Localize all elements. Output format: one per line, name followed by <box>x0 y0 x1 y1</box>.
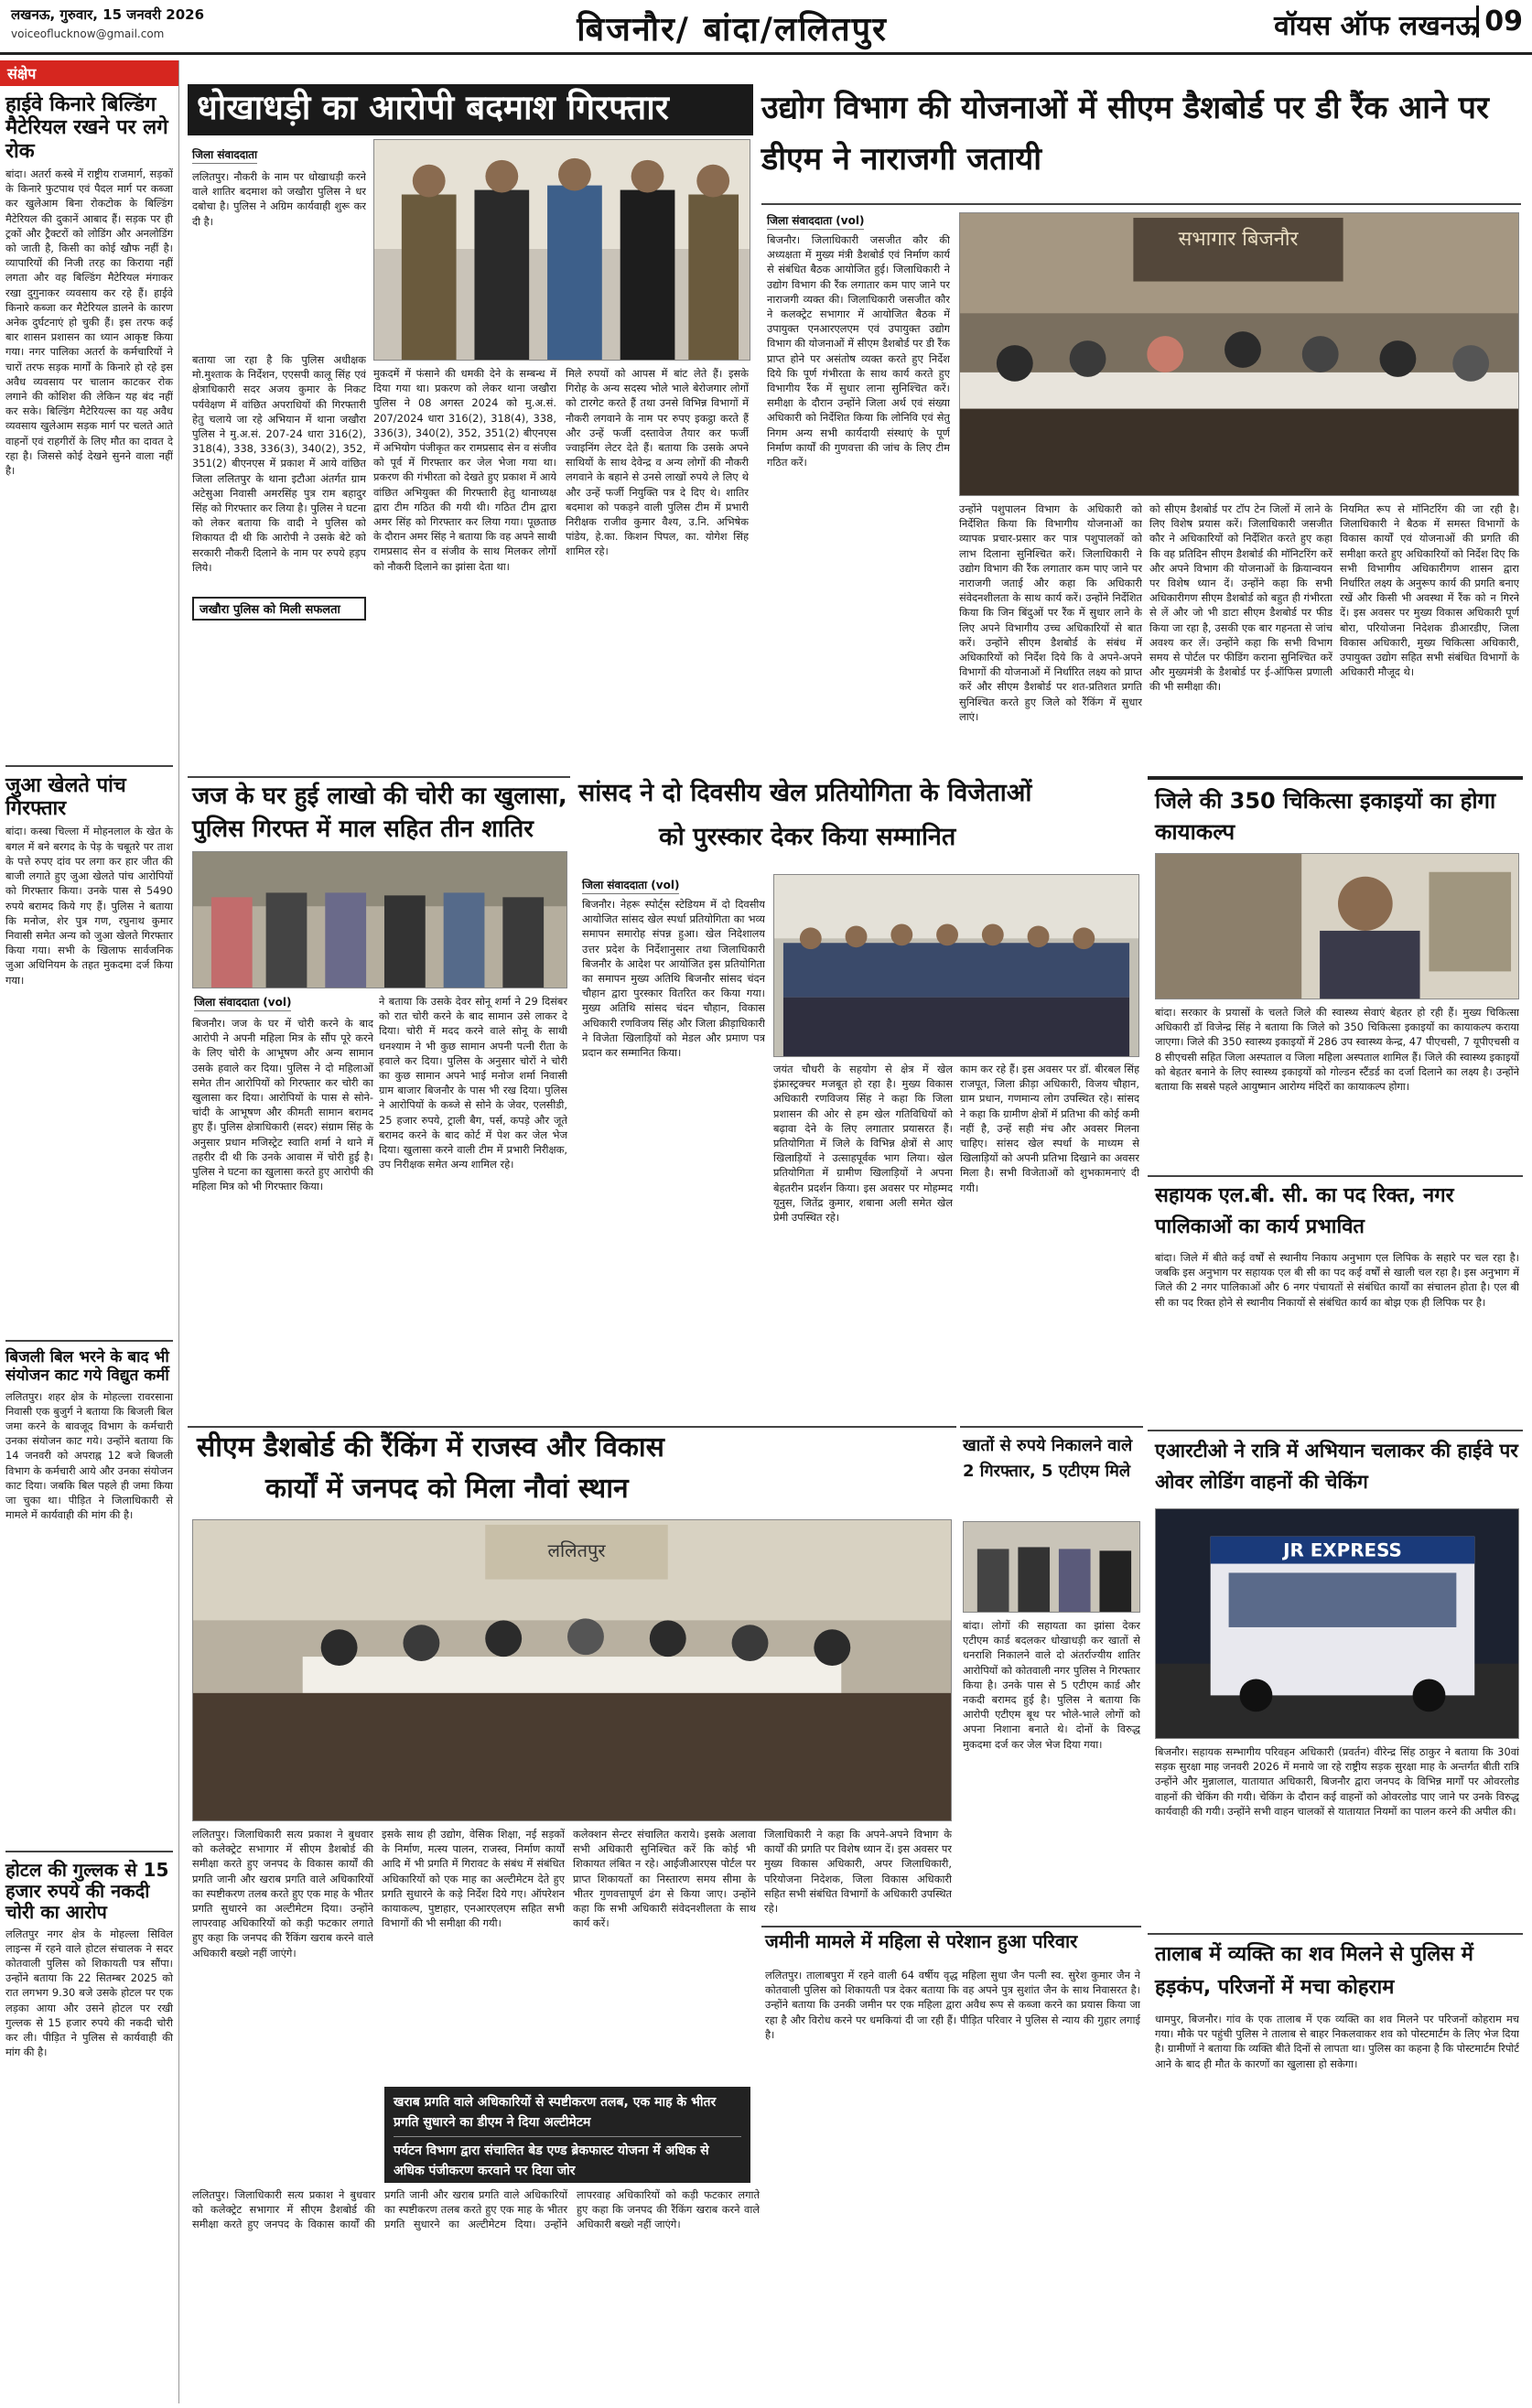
story4-col2: जयंत चौधरी के सहयोग से क्षेत्र में खेल इंफ्रास्ट्रक्चर मजबूत हो रहा है। मुख्य विकास अधिकारी रणविजय सिंह ने कहा कि जिला प्रशासन की ओर से हम खेल गतिविधियों को बढ़ावा देने के लिए लगातार प्रयासरत हैं। प्रतियोगिता में जिले के विभिन्न क्षेत्रों से आए खिलाड़ियों ने उत्साहपूर्वक भाग लिया। खेल प्रतियोगिता में ग्रामीण खिलाड़ियों ने अपना बेहतरीन प्रदर्शन किया। इस अवसर पर मोहम्मद यूनुस, जितेंद्र कुमार, शबाना अली समेत खेल प्रेमी उपस्थित रहे। <box>773 1063 953 1225</box>
brief3-headline: बिजली बिल भरने के बाद भी संयोजन काट गये विद्युत कर्मी <box>5 1348 169 1386</box>
story11-headline: जमीनी मामले में महिला से परेशान हुआ परिवार <box>765 1930 1078 1952</box>
story2-col3: को सीएम डैशबोर्ड पर टॉप टेन जिलों में लाने के लिए विशेष प्रयास करें। जिलाधिकारी जसजीत कौर ने अधिकारियों को निर्देशित करते हुए कहा कि वह प्रतिदिन सीएम डैशबोर्ड की मॉनिटरिंग करें और अपने विभाग की योजनाओं के क्रियान्वयन पर विशेष ध्यान दें। उन्होंने कहा कि सभी अधिकारीगण सीएम डैशबोर्ड को बहुत ही गंभीरता से लें और जो भी डाटा सीएम डैशबोर्ड पर फीड किया जा रहा है, उसकी एक बार गहनता से जांच अवश्य कर लें। उन्होंने कहा कि सभी विभाग समय से पोर्टल पर फीडिंग कराना सुनिश्चित करें और मुख्यमंत्री के डैशबोर्ड पर ई-ऑफिस प्रणाली की भी समीक्षा की। <box>1149 502 1332 694</box>
story5-photo <box>1155 853 1519 999</box>
brief2-headline: जुआ खेलते पांच गिरफ्तार <box>5 773 126 821</box>
section-title: बिजनौर/ बांदा/ललितपुर <box>577 11 888 49</box>
brief1-body: बांदा। अतर्रा कस्बे में राष्ट्रीय राजमार्ग, सड़कों के किनारे फुटपाथ एवं पैदल मार्ग पर कब्जा कर खुलेआम बिना रोकटोक के बिल्डिंग मैटेरियल की दुकानें आबाद हैं। सड़क पर ही ट्रकों और ट्रैक्टरों को लोडिंग और अनलोडिंग को जाती है, किसी का कोई खौफ नहीं है। व्यापारियों की निजी तरह का किराया नहीं लगता और वह बिल्डिंग मैटेरियल मंगाकर रखा दुगुनाकर व्यवसाय कर रहे हैं। हाईवे किनारे कब्जा कर मैटेरियल डालने के कारण अनेक दुर्घटनाएं हो चुकी हैं। इस तरफ कई बार शासन प्रशासन का ध्यान आकृष्ट किया गया। नगर पालिका अतर्रा के कर्मचारियों ने चारों तरफ सड़क मार्गों के किनारे हो रहे इस अवैध व्यवसाय पर चालान काटकर रोक लगाने की कोशिश की लेकिन यह बंद नहीं कर सके। बिल्डिंग मैटेरियल्स का यह अवैध व्यवसाय खुलेआम सड़क मार्ग पर चलते आते वाहनों एवं राहगीरों के लिए मौत का दावत दे रहा है। जिससे कोई देखने सुनने वाला नहीं है। <box>5 167 173 477</box>
story9-col3: कलेक्शन सेन्टर संचालित कराये। इसके अलावा सभी अधिकारी सुनिश्चित करें कि कोई भी शिकायत लंबित न रहे। आईजीआरएस पोर्टल पर प्राप्त शिकायतों का निस्तारण समय सीमा के भीतर गुणवत्तापूर्ण ढंग से किया जाए। उन्होंने कहा कि सभी अधिकारी संवेदनशीलता के साथ कार्य करें। <box>573 1828 756 1930</box>
story6-body: बांदा। जिले में बीते कई वर्षों से स्थानीय निकाय अनुभाग एल लिपिक के सहारे पर चल रहा है। जबकि इस अनुभाग पर सहायक एल बी सी का पद कई वर्षों से खाली चल रहा है। इस अनुभाग में जिले की 2 नगर पालिकाओं और 6 नगर पंचायतों से संबंधित कार्यों का संचालन होता है। एल बी सी का पद रिक्त होने से स्थानीय निकायों से संबंधित कार्य का बोझ एक ही लिपिक पर है। <box>1155 1251 1519 1309</box>
story6-headline: सहायक एल.बी. सी. का पद रिक्त, नगर पालिकाओं का कार्य प्रभावित <box>1155 1184 1454 1238</box>
story2-col4: नियमित रूप से मॉनिटरिंग की जा रही है। जिलाधिकारी ने बैठक में समस्त विभागों के विकास कार्यों एवं योजनाओं की प्रगति की समीक्षा करते हुए अधिकारियों को निर्देश दिए कि सभी विभागीय अधिकारीगण शासन द्वारा निर्धारित लक्ष्य के अनुरूप कार्य की प्रगति बनाए रखें और किसी भी अवस्था में रैंक को न गिरने दें। इस अवसर पर मुख्य विकास अधिकारी पूर्ण बोरा, परियोजना निदेशक डीआरडीए, जिला विकास अधिकारी, मुख्य चिकित्सा अधिकारी, उपायुक्त उद्योग सहित सभी संबंधित विभागों के अधिकारी मौजूद थे। <box>1340 502 1519 679</box>
story2-photo-sign: सभागार बिजनौर <box>1178 227 1299 251</box>
story11-body: ललितपुर। तालाबपुरा में रहने वाली 64 वर्षीय वृद्ध महिला सुधा जैन पत्नी स्व. सुरेश कुमार जैन ने कोतवाली पुलिस को शिकायती पत्र देकर बताया कि वह अपने पुत्र सुशांत जैन के साथ निवासरत है। उन्होंने बताया कि उनकी जमीन पर एक महिला द्वारा अवैध रूप से कब्जा करने का प्रयास किया जा रहा है और विरोध करने पर धमकियां दी जा रही हैं। पीड़ित परिवार ने पुलिस से न्याय की गुहार लगाई है। <box>765 1969 1140 2041</box>
bus-sign: JR EXPRESS <box>1283 1539 1402 1561</box>
story9-col1: ललितपुर। जिलाधिकारी सत्य प्रकाश ने बुधवार को कलेक्ट्रेट सभागार में सीएम डैशबोर्ड की समीक्षा करते हुए जनपद के विकास कार्यों की प्रगति जानी और खराब प्रगति वाले अधिकारियों का स्पष्टीकरण तलब करते हुए एक माह के भीतर प्रगति सुधारने का अल्टीमेटम दिया। उन्होंने लापरवाह अधिकारियों को कड़ी फटकार लगाते हुए कहा कि जनपद की रैंकिंग खराब करने वाले अधिकारी बख्शे नहीं जाएंगे। <box>192 1828 373 1960</box>
story9-col4: जिलाधिकारी ने कहा कि अपने-अपने विभाग के कार्यों की प्रगति पर विशेष ध्यान दें। इस अवसर पर मुख्य विकास अधिकारी, अपर जिलाधिकारी, परियोजना निदेशक, जिला विकास अधिकारी सहित सभी संबंधित विभागों के अधिकारी उपस्थित रहे। <box>764 1828 952 1916</box>
story7-headline: एआरटीओ ने रात्रि में अभियान चलाकर की हाईवे पर ओवर लोडिंग वाहनों की चेकिंग <box>1155 1440 1518 1493</box>
brief2-body: बांदा। कस्बा चिल्ला में मोहनलाल के खेत के बगल में बने बरगद के पेड़ के चबूतरे पर ताश के पत्ते रुपए दांव पर लगा कर हार जीत की बाजी लगाते हुए जुआ खेलते पांच आरोपियों को गिरफ्तार किया। उनके पास से 5490 रुपये बरामद किये गए हैं। पुलिस ने बताया कि मनोज, शेर पुत्र गण, रघुनाथ कुमार निवासी समेत अन्य को जुआ खेलते गिरफ्तार किया गया। सभी के खिलाफ सार्वजनिक जुआ अधिनियम के तहत मुकदमा दर्ज किया गया। <box>5 825 173 987</box>
story2-byline: जिला संवाददाता (vol) <box>767 212 864 230</box>
story4-headline-line1: सांसद ने दो दिवसीय खेल प्रतियोगिता के विजेताओं <box>578 779 1032 807</box>
story1-photo <box>373 139 750 361</box>
story2-col1: बिजनौर। जिलाधिकारी जसजीत कौर की अध्यक्षता में मुख्य मंत्री डैशबोर्ड एवं निर्माण कार्य से संबंधित बैठक आयोजित हुई। जिलाधिकारी ने उद्योग विभाग की रैंक लगातार कम पाए जाने पर नाराजगी व्यक्त की। जिलाधिकारी जसजीत कौर ने कलक्ट्रेट सभागार में आयोजित बैठक में उपायुक्त एनआरएलएम एवं उपायुक्त उद्योग विभाग की योजनाओं में सीएम डैशबोर्ड पर डी रैंक प्राप्त होने पर असंतोष व्यक्त करते हुए निर्देश दिये कि पूर्ण गंभीरता के साथ कार्य करते हुए विभागीय रैंक में सुधार लाना सुनिश्चित करें। समीक्षा के दौरान उन्होंने जिला अर्थ एवं संख्या अधिकारी को निर्देशित किया कि लोनिवि एवं सेतु निगम अन्य सभी कार्यदायी संस्थाएं के पूर्ण निर्माण कार्यों की गुणवत्ता की जांच के लिए टीम गठित करें। <box>767 233 950 470</box>
story9-highlight-2: पर्यटन विभाग द्वारा संचालित बेड एण्ड ब्रेकफास्ट योजना में अधिक से अधिक पंजीकरण करवाने पर दिया जोर <box>394 2143 709 2178</box>
story10-photo <box>963 1521 1140 1613</box>
page-number: 09 <box>1476 5 1523 38</box>
story1-col2: मुकदमें में फंसाने की धमकी देने के सम्बन्ध में दिया गया था। प्रकरण को लेकर थाना जखौरा पुलिस ने 08 अगस्त 2024 को मु.अ.सं. 207/2024 धारा 316(2), 318(4), 338, 336(3), 340(2), 352, 351(2) बीएनएस में अभियोग पंजीकृत कर रामप्रसाद सेन व संजीव को पूर्व में गिरफ्तार कर जेल भेजा गया था। प्रकरण की गंभीरता को देखते हुए प्रकाश में आये वांछित अभियुक्त की गिरफ्तारी हेतु थानाध्यक्ष द्वारा टीम गठित की गयी थी। गठित टीम द्वारा अमर सिंह को गिरफ्तार कर लिया गया। पूछताछ के दौरान अमर सिंह ने बताया कि वह अपने साथी रामप्रसाद सेन व संजीव के साथ मिलकर लोगों को नौकरी दिलाने का झांसा देता था। <box>373 367 556 573</box>
story9-continuation: ललितपुर। जिलाधिकारी सत्य प्रकाश ने बुधवार को कलेक्ट्रेट सभागार में सीएम डैशबोर्ड की समीक्षा करते हुए जनपद के विकास कार्यों की प्रगति जानी और खराब प्रगति वाले अधिकारियों का स्पष्टीकरण तलब करते हुए एक माह के भीतर प्रगति सुधारने का अल्टीमेटम दिया। उन्होंने लापरवाह अधिकारियों को कड़ी फटकार लगाते हुए कहा कि जनपद की रैंकिंग खराब करने वाले अधिकारी बख्शे नहीं जाएंगे। <box>192 2188 760 2231</box>
story1-lead: ललितपुर। नौकरी के नाम पर धोखाधड़ी करने वाले शातिर बदमाश को जखौरा पुलिस ने धर दबोचा है। पुलिस ने अग्रिम कार्यवाही शुरू कर दी है। <box>192 170 366 228</box>
brief1-headline: हाईवे किनारे बिल्डिंग मैटेरियल रखने पर लगे रोक <box>5 93 168 163</box>
story1-headline: धोखाधड़ी का आरोपी बदमाश गिरफ्तार <box>188 84 753 135</box>
story9-col2: इसके साथ ही उद्योग, वेसिक शिक्षा, नई सड़कों के निर्माण, मत्स्य पालन, राजस्व, निर्माण कार्यों आदि में भी प्रगति में गिरावट के संबंध में संबंधित अधिकारियों को एक माह का अल्टीमेटम देते हुए प्रगति सुधारने के कड़े निर्देश दिये गए। ऑपरेशन कायाकल्प, पुष्टाहार, एनआरएलएम सहित सभी विभागों की भी समीक्षा की गयी। <box>382 1828 565 1930</box>
brief4-headline: होटल की गुल्लक से 15 हजार रुपये की नकदी चोरी का आरोप <box>5 1858 169 1923</box>
story2-photo <box>959 212 1519 496</box>
newspaper-brand: वॉयस ऑफ लखनऊ <box>1274 10 1477 42</box>
brief-column <box>0 60 179 2403</box>
story5-body: बांदा। सरकार के प्रयासों के चलते जिले की स्वास्थ्य सेवाएं बेहतर हो रही हैं। मुख्य चिकित्सा अधिकारी डॉ विजेन्द्र सिंह ने बताया कि जिले को 350 चिकित्सा इकाइयों का कायाकल्प कराया जाएगा। जिले की 350 स्वास्थ्य इकाइयों में 286 उप स्वास्थ्य केन्द्र, 47 पीएचसी, 7 यूपीएचसी व 8 सीएचसी सहित जिला अस्पताल व जिला महिला अस्पताल शामिल हैं। जिले की स्वास्थ्य इकाइयों को बेहतर बनाने के लिए स्वास्थ्य इकाइयों को गोल्डन स्टैंडर्ड का दर्जा दिलाने का लक्ष्य है। उन्होंने बताया कि सबसे पहले आयुष्मान आरोग्य मंदिरों का कायाकल्प होगा। <box>1155 1006 1519 1094</box>
story9-headline-line1: सीएम डैशबोर्ड की रैंकिंग में राजस्व और विकास <box>197 1431 664 1463</box>
story5-headline: जिले की 350 चिकित्सा इकाइयों का होगा कायाकल्प <box>1155 788 1496 845</box>
brief4-body: ललितपुर नगर क्षेत्र के मोहल्ला सिविल लाइन्स में रहने वाले होटल संचालक ने सदर कोतवाली पुलिस को शिकायती पत्र सौंपा। उन्होंने बताया कि 22 सितम्बर 2025 को रात लगभग 9.30 बजे उसके होटल पर एक लड़का आया और उसने होटल पर रखी गुल्लक से 15 हजार रुपये की नकदी चोरी कर ली। पीड़ित ने पुलिस से कार्यवाही की मांग की है। <box>5 1927 173 2059</box>
brief-label: संक्षेप <box>0 60 178 86</box>
story9-highlight-1: खराब प्रगति वाले अधिकारियों से स्पष्टीकरण तलब, एक माह के भीतर प्रगति सुधारने का डीएम ने दिया अल्टीमेटम <box>394 2095 717 2130</box>
masthead <box>0 0 1532 55</box>
story3-photo <box>192 851 567 988</box>
contact-email: voiceoflucknow@gmail.com <box>11 27 165 40</box>
brief3-body: ललितपुर। शहर क्षेत्र के मोहल्ला रावरसाना निवासी एक बुजुर्ग ने बताया कि बिजली बिल जमा करने के बावजूद विभाग के कर्मचारी उनका संयोजन काट गये। उन्होंने बताया कि 14 जनवरी को अपराह्न 12 बजे बिजली विभाग के कर्मचारी आये और उनका संयोजन काट दिया। जबकि बिल पहले ही जमा किया जा चुका था। पीड़ित ने जिलाधिकारी से मामले में कार्यवाही की मांग की है। <box>5 1389 173 1522</box>
story4-col3: काम कर रहे हैं। इस अवसर पर डॉ. बीरबल सिंह राजपूत, जिला क्रीड़ा अधिकारी, विजय चौहान, ग्राम प्रधान, गणमान्य लोग उपस्थित रहे। सांसद ने कहा कि ग्रामीण क्षेत्रों में प्रतिभा की कोई कमी नहीं है, उन्हें सही मंच और अवसर मिलना चाहिए। सांसद खेल स्पर्धा के माध्यम से खिलाड़ियों को अपनी प्रतिभा दिखाने का अवसर मिला है। सभी विजेताओं को शुभकामनाएं दी गयी। <box>960 1063 1139 1194</box>
story4-headline-line2: को पुरस्कार देकर किया सम्मानित <box>659 823 956 851</box>
story10-body: बांदा। लोगों की सहायता का झांसा देकर एटीएम कार्ड बदलकर धोखाधड़ी कर खातों से धनराशि निकालने वाले दो अंतर्राज्यीय शातिर आरोपियों को कोतवाली नगर पुलिस ने गिरफ्तार किया है। उनके पास से 5 एटीएम कार्ड और नकदी बरामद हुई है। पुलिस ने बताया कि आरोपी एटीएम बूथ पर भोले-भाले लोगों को अपना निशाना बनाते थे। दोनों के विरुद्ध मुकदमा दर्ज कर जेल भेज दिया गया। <box>963 1619 1140 1751</box>
story2-col2: उन्होंने पशुपालन विभाग के अधिकारी को निर्देशित किया कि विभागीय योजनाओं का व्यापक प्रचार-प्रसार कर पात्र पशुपालकों को लाभ दिलाना सुनिश्चित करें। जिलाधिकारी ने उद्योग विभाग की रैंक लगातार कम पाए जाने पर नाराजगी जताई और कहा कि अधिकारी संवेदनशीलता के साथ कार्य करें। उन्होंने निर्देशित किया कि जिन बिंदुओं पर रैंक में सुधार लाने के लिए अपने विभागीय उच्च अधिकारियों से बात करें। उन्होंने सीएम डैशबोर्ड के संबंध में अधिकारियों को निर्देश दिये कि वे अपने-अपने विभागों की योजनाओं में निर्धारित लक्ष्य को प्राप्त करें और सीएम डैशबोर्ड पर शत-प्रतिशत प्रगति सुनिश्चित करते हुए जिले को रैंकिंग में सुधार लाएं। <box>959 502 1142 723</box>
story9-headline-line2: कार्यों में जनपद को मिला नौवां स्थान <box>265 1473 629 1505</box>
issue-date: लखनऊ, गुरुवार, 15 जनवरी 2026 <box>11 6 205 23</box>
story3-col2: ने बताया कि उसके देवर सोनू शर्मा ने 29 दिसंबर को रात चोरी करने के बाद सामान उसे लाकर दे दिया। चोरी में मदद करने वाले सोनू के साथी धनश्याम ने भी कुछ सामान अपनी पत्नी रीता के हवाले कर दिया। पुलिस के अनुसार चोरों ने चोरी का कुछ सामान अपने भाई मनोज शर्मा निवासी ग्राम बाजार बिजनौर के पास भी रख दिया। पुलिस ने आरोपियों के कब्जे से सोने के जेवर, एलसीडी, 25 हजार रुपये, ट्राली बैग, पर्स, कपड़े और जूते बरामद करने के बाद कोर्ट में पेश कर जेल भेज दिया। खुलासा करने वाली टीम में प्रभारी निरीक्षक, उप निरीक्षक समेत अन्य शामिल रहे। <box>379 995 567 1172</box>
story8-headline: तालाब में व्यक्ति का शव मिलने से पुलिस में हड़कंप, परिजनों में मचा कोहराम <box>1155 1943 1473 1999</box>
story7-body: बिजनौर। सहायक सम्भागीय परिवहन अधिकारी (प्रवर्तन) वीरेन्द्र सिंह ठाकुर ने बताया कि 30वां सड़क सुरक्षा माह जनवरी 2026 में मनाये जा रहे राष्ट्रीय सड़क सुरक्षा माह के अन्तर्गत बीती रात्रि उन्होंने और मुन्नालाल, यातायात अधिकारी, बिजनौर द्वारा जनपद के विभिन्न मार्गों पर ओवरलोड वाहनों की चेकिंग की गयी। चेकिंग के दौरान कई वाहनों को ओवरलोड पाए जाने पर उनके विरुद्ध कार्यवाही की गयी। उन्होंने सभी वाहन चालकों से यातायात नियमों का पालन करने की अपील की। <box>1155 1745 1519 1818</box>
story10-headline: खातों से रुपये निकालने वाले 2 गिरफ्तार, 5 एटीएम मिले <box>963 1436 1133 1481</box>
story2-headline: उद्योग विभाग की योजनाओं में सीएम डैशबोर्ड पर डी रैंक आने पर डीएम ने नाराजगी जतायी <box>761 90 1489 178</box>
story7-photo <box>1155 1508 1519 1739</box>
story1-col3: मिले रुपयों को आपस में बांट लेते हैं। इसके गिरोह के अन्य सदस्य भोले भाले बेरोजगार लोगों को टारगेट करते हैं तथा उनसे विभिन्न विभागों में नौकरी लगवाने के नाम पर रुपए इकट्ठा करते हैं और उन्हें फर्जी दस्तावेज तैयार कर फर्जी ज्वाइनिंग लेटर देते हैं। बताया कि उसके अपने साथियों के साथ देवेन्द्र व अन्य लोगों की नौकरी लगवाने के बहाने से उनसे लाखों रुपये ले लिए थे और उन्हें फर्जी नियुक्ति पत्र दे दिए थे। शातिर बदमाश को पकड़ने वाली पुलिस टीम में प्रभारी निरीक्षक राजीव कुमार वैश्य, उ.नि. अभिषेक पांडेय, हे.का. किशन पिपल, का. योगेश सिंह शामिल रहे। <box>566 367 749 558</box>
story1-byline: जिला संवाददाता <box>192 146 257 164</box>
story3-headline: जज के घर हुई लाखो की चोरी का खुलासा, पुलिस गिरफ्त में माल सहित तीन शातिर <box>192 783 567 843</box>
story4-col1: बिजनौर। नेहरू स्पोर्ट्स स्टेडियम में दो दिवसीय आयोजित सांसद खेल स्पर्धा प्रतियोगिता का भव्य समापन समारोह संपन्न हुआ। खेल निदेशालय उत्तर प्रदेश के निर्देशानुसार तथा जिलाधिकारी बिजनौर के आदेश पर आयोजित इस प्रतियोगिता का समापन मुख्य अतिथि बिजनौर सांसद चंदन चौहान द्वारा पुरस्कार वितरित कर किया गया। मुख्य अतिथि सांसद चंदन चौहान, विकास अधिकारी रणविजय सिंह और जिला क्रीड़ाधिकारी ने विजेता खिलाड़ियों को मेडल और प्रमाण पत्र प्रदान कर सम्मानित किया। <box>582 898 765 1060</box>
story9-highlight-box <box>384 2087 750 2183</box>
story9-photo-sign: ललितपुर <box>547 1539 606 1561</box>
story4-byline: जिला संवाददाता (vol) <box>582 877 679 894</box>
story9-photo <box>192 1519 952 1821</box>
story1-subhead: जखौरा पुलिस को मिली सफलता <box>192 597 366 621</box>
story3-byline: जिला संवाददाता (vol) <box>194 994 291 1011</box>
story4-photo <box>773 874 1139 1057</box>
story8-body: धामपुर, बिजनौर। गांव के एक तालाब में एक व्यक्ति का शव मिलने पर परिजनों कोहराम मच गया। मौके पर पहुंची पुलिस ने तालाब से बाहर निकलवाकर शव को पोस्टमार्टम के लिए भेज दिया है। ग्रामीणों ने बताया कि व्यक्ति बीते दिनों से लापता था। पुलिस का कहना है कि पोस्टमार्टम रिपोर्ट आने के बाद ही मौत के कारणों का खुलासा हो सकेगा। <box>1155 2013 1519 2070</box>
story1-col1: बताया जा रहा है कि पुलिस अधीक्षक मो.मुश्ताक के निर्देशन, एएसपी कालू सिंह एवं क्षेत्राधिकारी सदर अजय कुमार के निकट पर्यवेक्षण में वांछित अपराधियों की गिरफ्तारी हेतु चलाये जा रहे अभियान में थाना जखौरा पुलिस ने मु.अ.सं. 207-24 धारा 316(2), 318(4), 338, 336(3), 340(2), 352, 351(2) बीएनएस में प्रकाश में आये वांछित जिला ललितपुर के थाना इटौआ अंतर्गत ग्राम अटेसुआ निवासी अमरसिंह पुत्र राम बहादुर सिंह को गिरफ्तार कर लिया है। पुलिस ने घटना को लेकर बताया कि वादी ने पुलिस को शिकायत दी थी कि आरोपी ने उसके बेटे को सरकारी नौकरी दिलाने के नाम पर रुपये हड़प लिये। <box>192 353 366 574</box>
story3-col1: बिजनौर। जज के घर में चोरी करने के बाद आरोपी ने अपनी महिला मित्र के सौंप पूरे करने के लिए चोरी के आभूषण और अन्य सामान उसके हवाले कर दिया। पुलिस ने दो महिलाओं समेत तीन आरोपियों को गिरफ्तार कर चोरी का खुलासा कर दिया। आरोपियों के पास से सोने-चांदी के आभूषण और कीमती सामान बरामद हुए हैं। पुलिस क्षेत्राधिकारी (सदर) संग्राम सिंह के अनुसार प्रधान मजिस्ट्रेट स्वाति शर्मा ने थाने में तहरीर दी थी कि उनके आवास में चोरी हुई है। पुलिस ने घटना का खुलासा करते हुए आरोपी की महिला मित्र को भी गिरफ्तार किया। <box>192 1017 373 1193</box>
